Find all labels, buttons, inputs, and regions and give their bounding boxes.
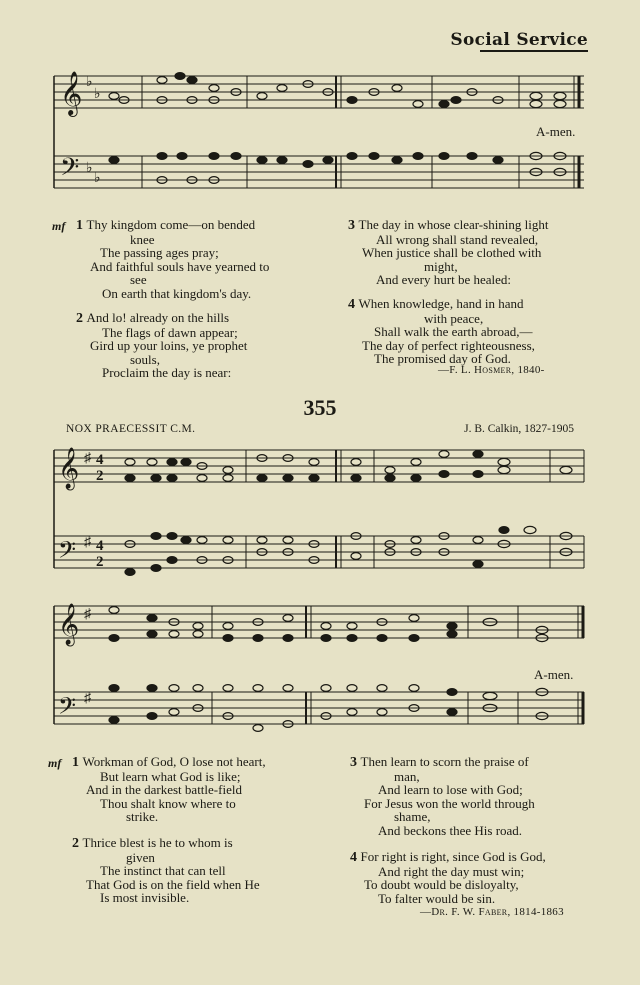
svg-text:𝄞: 𝄞 bbox=[58, 448, 80, 489]
verse-text: All wrong shall stand revealed, bbox=[376, 231, 539, 247]
verse-line bbox=[72, 783, 312, 797]
upper-verse-1 bbox=[76, 218, 312, 300]
svg-text:♭: ♭ bbox=[86, 75, 93, 90]
svg-text:4: 4 bbox=[96, 452, 104, 468]
verse-line bbox=[76, 353, 312, 367]
verse-line bbox=[76, 273, 312, 287]
verse-line bbox=[350, 850, 590, 865]
verse-text: On earth that kingdom's day. bbox=[102, 285, 252, 301]
verse-line bbox=[72, 864, 312, 878]
verse-line bbox=[76, 246, 312, 260]
hymn-355-verse-2 bbox=[72, 836, 312, 905]
svg-text:𝄞: 𝄞 bbox=[60, 71, 83, 115]
verse-text: For right is right, since God is God, bbox=[360, 849, 546, 864]
hymn-355-verse-1 bbox=[72, 755, 312, 824]
verse-text: The day of perfect righteousness, bbox=[362, 337, 535, 353]
verse-text: The day in whose clear-shining light bbox=[358, 217, 549, 232]
verse-text: souls, bbox=[130, 351, 160, 367]
verse-number: 2 bbox=[72, 836, 83, 851]
upper-verse-4 bbox=[348, 297, 584, 366]
section-title: Social Service bbox=[450, 30, 588, 50]
verse-number: 4 bbox=[348, 297, 359, 312]
verse-text: with peace, bbox=[424, 310, 484, 326]
verse-line bbox=[348, 297, 584, 312]
verse-line bbox=[348, 233, 584, 247]
verse-line bbox=[348, 312, 584, 326]
svg-text:𝄞: 𝄞 bbox=[58, 604, 80, 645]
verse-line bbox=[350, 783, 590, 797]
svg-text:𝄢: 𝄢 bbox=[60, 153, 80, 188]
verse-line bbox=[76, 260, 312, 274]
verse-text: Shall walk the earth abroad,— bbox=[374, 324, 533, 339]
hymn-355-verse-4 bbox=[350, 850, 590, 905]
hymn-355-staves-1 bbox=[52, 440, 586, 590]
verse-text: Gird up your loins, ye prophet bbox=[90, 338, 248, 353]
verse-text: strike. bbox=[126, 809, 159, 824]
verse-line bbox=[72, 810, 312, 824]
verse-text: Workman of God, O lose not heart, bbox=[82, 754, 266, 769]
upper-hymn-staves bbox=[52, 62, 586, 202]
svg-text:♯: ♯ bbox=[84, 607, 91, 622]
composer: J. B. Calkin, 1827-1905 bbox=[464, 423, 574, 435]
verse-text: When knowledge, hand in hand bbox=[358, 296, 524, 311]
verse-text: And right the day must win; bbox=[378, 863, 525, 879]
verse-line bbox=[76, 287, 312, 301]
verse-number: 1 bbox=[76, 218, 87, 233]
hymn-355-staves-2 bbox=[52, 596, 586, 746]
verse-text: Proclaim the day is near: bbox=[102, 365, 232, 380]
verse-number: 3 bbox=[348, 218, 359, 233]
verse-number: 4 bbox=[350, 850, 361, 865]
verse-text: And in the darkest battle-field bbox=[86, 782, 242, 797]
verse-line bbox=[76, 366, 312, 380]
verse-line bbox=[72, 891, 312, 905]
svg-text:4: 4 bbox=[96, 538, 104, 554]
verse-number: 3 bbox=[350, 755, 361, 770]
verse-line bbox=[348, 246, 584, 260]
verse-line bbox=[72, 770, 312, 784]
verse-text: To falter would be sin. bbox=[378, 890, 496, 906]
verse-line bbox=[350, 865, 590, 879]
verse-text: knee bbox=[130, 231, 155, 247]
verse-text: Then learn to scorn the praise of bbox=[360, 754, 529, 769]
verse-line bbox=[350, 824, 590, 838]
hymn-355-verse-3 bbox=[350, 755, 590, 837]
tune-name: NOX PRAECESSIT C.M. bbox=[66, 423, 196, 435]
svg-text:♯: ♯ bbox=[84, 535, 91, 550]
upper-verse-2 bbox=[76, 311, 312, 380]
verse-text: When justice shall be clothed with bbox=[362, 245, 542, 260]
verse-text: And faithful souls have yearned to bbox=[90, 258, 270, 274]
svg-text:𝄢: 𝄢 bbox=[58, 536, 77, 569]
verse-line bbox=[76, 233, 312, 247]
verse-text: The promised day of God. bbox=[374, 351, 511, 366]
svg-text:♯: ♯ bbox=[84, 691, 91, 706]
verse-text: And every hurt be healed: bbox=[376, 272, 512, 287]
verse-line bbox=[72, 878, 312, 892]
hymn-355-author: —Dr. F. W. Faber, 1814-1863 bbox=[420, 906, 564, 918]
verse-text: might, bbox=[424, 258, 458, 274]
verse-text: To doubt would be disloyalty, bbox=[364, 877, 519, 892]
verse-line bbox=[348, 218, 584, 233]
verse-text: The passing ages pray; bbox=[100, 245, 219, 260]
verse-text: man, bbox=[394, 768, 420, 784]
verse-line bbox=[348, 339, 584, 353]
verse-line bbox=[76, 326, 312, 340]
verse-text: The instinct that can tell bbox=[100, 863, 226, 878]
verse-text: But learn what God is like; bbox=[100, 768, 241, 784]
verse-text: And lo! already on the hills bbox=[86, 310, 230, 325]
verse-number: 2 bbox=[76, 311, 87, 326]
upper-hymn-score bbox=[52, 62, 586, 202]
svg-text:2: 2 bbox=[96, 468, 104, 484]
verse-text: Thy kingdom come—on bended bbox=[86, 217, 256, 232]
upper-dynamic-mark: mf bbox=[52, 219, 66, 233]
verse-line bbox=[350, 770, 590, 784]
svg-text:2: 2 bbox=[96, 554, 104, 570]
verse-line bbox=[76, 218, 312, 233]
verse-text: The flags of dawn appear; bbox=[102, 324, 238, 340]
verse-text: Thrice blest is he to whom is bbox=[82, 835, 233, 850]
verse-line bbox=[72, 797, 312, 811]
svg-text:♭: ♭ bbox=[94, 171, 101, 186]
verse-line bbox=[76, 339, 312, 353]
verse-text: Is most invisible. bbox=[100, 890, 190, 905]
svg-text:𝄢: 𝄢 bbox=[58, 692, 77, 725]
svg-text:♭: ♭ bbox=[86, 161, 93, 176]
verse-text: For Jesus won the world through bbox=[364, 795, 535, 811]
verse-number: 1 bbox=[72, 755, 83, 770]
verse-line bbox=[350, 797, 590, 811]
verse-line bbox=[348, 260, 584, 274]
svg-text:♯: ♯ bbox=[84, 451, 91, 466]
hymn-355-score-system-2 bbox=[52, 596, 586, 746]
verse-line bbox=[72, 755, 312, 770]
verse-line bbox=[348, 325, 584, 339]
verse-text: And beckons thee His road. bbox=[378, 822, 523, 838]
verse-line bbox=[350, 892, 590, 906]
hymn-355-score-system-1 bbox=[52, 440, 586, 590]
upper-author: —F. L. Hosmer, 1840- bbox=[438, 364, 545, 376]
verse-text: Thou shalt know where to bbox=[100, 795, 236, 811]
svg-text:♭: ♭ bbox=[94, 87, 101, 102]
verse-text: see bbox=[130, 272, 147, 287]
upper-amen: A-men. bbox=[536, 124, 576, 139]
verse-line bbox=[76, 311, 312, 326]
verse-line bbox=[350, 755, 590, 770]
verse-line bbox=[72, 851, 312, 865]
verse-line bbox=[72, 836, 312, 851]
verse-text: That God is on the field when He bbox=[86, 876, 260, 892]
verse-line bbox=[350, 810, 590, 824]
header-rule bbox=[480, 50, 588, 52]
hymn-number: 355 bbox=[303, 395, 337, 420]
verse-line bbox=[350, 878, 590, 892]
upper-verse-3 bbox=[348, 218, 584, 287]
verse-text: shame, bbox=[394, 809, 431, 824]
hymn-355-dynamic-mark: mf bbox=[48, 756, 62, 770]
hymn-355-amen: A-men. bbox=[534, 667, 574, 682]
verse-line bbox=[348, 273, 584, 287]
verse-text: given bbox=[126, 849, 155, 865]
verse-text: And learn to lose with God; bbox=[378, 782, 523, 797]
